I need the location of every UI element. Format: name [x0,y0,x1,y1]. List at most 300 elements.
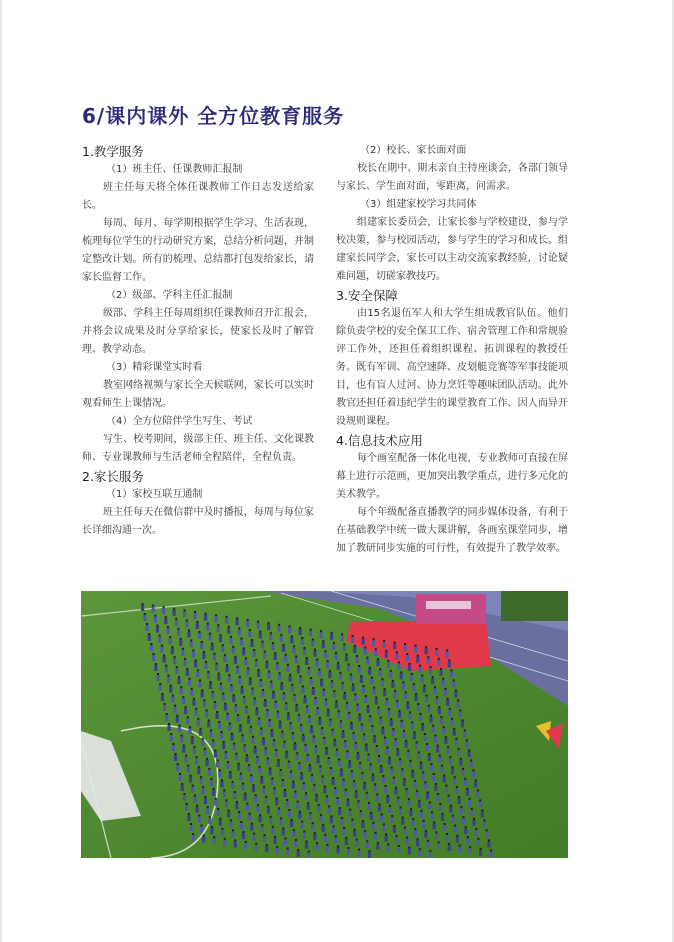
student-figure [204,798,207,804]
student-head [347,750,349,752]
student-figure [306,707,309,713]
student-head [392,728,394,730]
student-head [226,664,228,666]
section-heading: 3.安全保障 [336,288,398,303]
student-head [309,764,311,766]
student-head [251,823,253,825]
student-figure [189,777,192,783]
student-figure [449,807,452,813]
student-head [231,684,233,686]
student-head [220,683,222,685]
student-figure [409,810,412,816]
student-head [359,713,361,715]
student-head [290,771,292,773]
student-figure [234,706,237,712]
student-head [196,805,198,807]
body-paragraph: 班主任每天将全体任课教师工作日志发送给家长。 [82,182,314,211]
student-head [443,726,445,728]
student-figure [372,824,375,830]
student-figure [392,779,395,785]
student-figure [171,648,174,654]
student-figure [419,715,422,721]
student-figure [182,698,185,704]
student-head [154,615,156,617]
student-figure [176,765,179,771]
student-figure [391,817,394,823]
student-figure [437,843,440,849]
student-head [207,671,209,673]
student-head [329,670,331,672]
sub-heading: （1）家校互联互通制 [106,489,203,500]
student-head [376,793,378,795]
student-head [271,729,273,731]
student-head [296,752,298,754]
student-head [255,659,257,661]
student-figure [184,660,187,666]
student-figure [283,743,286,749]
student-figure [399,809,402,815]
student-head [339,807,341,809]
student-figure [370,814,373,820]
student-head [438,841,440,843]
student-figure [219,685,222,691]
student-head [246,754,248,756]
student-figure [229,638,232,644]
student-figure [182,747,185,753]
student-head [250,774,252,776]
student-head [159,683,161,685]
student-head [429,850,431,852]
student-figure [161,695,164,701]
student-figure [215,616,218,622]
section-title: 6/课内课外 全方位教育服务 [82,104,345,128]
student-head [385,785,387,787]
student-figure [429,852,432,858]
student-head [447,698,449,700]
student-head [312,639,314,641]
student-figure [194,661,197,667]
student-head [283,644,285,646]
student-figure [185,805,188,811]
student-head [356,839,358,841]
student-head [445,736,447,738]
student-figure [428,803,431,809]
student-figure [267,808,270,814]
student-head [405,691,407,693]
student-head [192,649,194,651]
student-head [471,808,473,810]
student-figure [294,841,297,847]
student-head [237,666,239,668]
student-head [425,830,427,832]
student-figure [479,850,482,856]
student-figure [274,703,277,709]
student-figure [435,833,438,839]
student-figure [307,853,310,858]
student-head [196,621,198,623]
student-head [256,756,258,758]
student-figure [451,817,454,823]
student-figure [368,852,371,858]
student-head [253,833,255,835]
student-figure [439,805,442,811]
student-figure [206,625,209,631]
student-figure [259,633,262,639]
student-figure [310,679,313,685]
student-head [233,694,235,696]
student-head [347,799,349,801]
student-head [184,658,186,660]
student-figure [347,849,350,855]
student-head [314,649,316,651]
student-head [366,840,368,842]
student-head [201,825,203,827]
student-head [301,772,303,774]
student-head [199,679,201,681]
student-head [297,801,299,803]
student-head [168,675,170,677]
student-figure [374,785,377,791]
student-figure [442,680,445,686]
student-head [341,817,343,819]
student-figure [328,807,331,813]
student-figure [438,708,441,714]
student-head [466,788,468,790]
student-figure [322,691,325,697]
student-head [388,708,390,710]
student-figure [244,795,247,801]
student-head [194,795,196,797]
student-head [450,805,452,807]
student-head [443,775,445,777]
student-figure [246,621,249,627]
student-figure [270,731,273,737]
student-figure [331,682,334,688]
student-figure [362,687,365,693]
student-head [465,826,467,828]
student-head [246,803,248,805]
student-head [304,647,306,649]
student-head [410,760,412,762]
student-head [418,800,420,802]
student-figure [365,794,368,800]
body-paragraph: 由15名退伍军人和大学生组成教官队伍。他们除负责学校的安全保卫工作、宿舍管理工作和常规验评工作外，还担任着组织课程、拓训课程的教授任务。既有军训、高空速降、皮划艇竞赛等军事技能项目，也有盲人过河、协力烹饪等趣味团队活动。此外教官还担任着违纪学生的课堂教育工作、因人而异开设规则课程。 [336,308,568,427]
student-figure [365,745,368,751]
student-figure [242,649,245,655]
student-head [362,637,364,639]
student-figure [324,652,327,658]
student-figure [413,782,416,788]
student-figure [371,727,374,733]
student-figure [233,793,236,799]
student-figure [163,705,166,711]
student-head [407,701,409,703]
student-figure [194,613,197,619]
student-head [186,619,188,621]
student-head [416,790,418,792]
student-head [316,794,318,796]
student-head [404,827,406,829]
student-head [161,693,163,695]
student-figure [325,797,328,803]
student-head [287,712,289,714]
student-figure [358,667,361,673]
student-head [274,652,276,654]
student-figure [273,789,276,795]
student-figure [435,650,438,656]
student-figure [204,615,207,621]
student-head [291,819,293,821]
student-head [434,735,436,737]
student-figure [300,774,303,780]
student-head [380,765,382,767]
student-figure [459,711,462,717]
student-head [391,767,393,769]
student-head [358,849,360,851]
student-figure [292,831,295,837]
student-figure [374,834,377,840]
student-head [381,678,383,680]
student-figure [280,819,283,825]
student-head [458,748,460,750]
student-figure [261,643,264,649]
student-figure [416,657,419,663]
student-figure [341,635,344,641]
student-head [267,806,269,808]
student-head [318,804,320,806]
student-figure [355,841,358,847]
student-figure [226,666,229,672]
student-figure [266,759,269,765]
student-head [405,740,407,742]
student-head [351,770,353,772]
student-head [234,656,236,658]
student-head [204,748,206,750]
student-head [390,670,392,672]
student-head [306,657,308,659]
student-figure [458,798,461,804]
student-figure [360,677,363,683]
student-figure [252,786,255,792]
student-figure [203,750,206,756]
sub-heading: （3）组建家校学习共同体 [360,199,477,210]
student-figure [327,711,330,717]
student-figure [184,708,187,714]
student-figure [297,851,300,857]
student-figure [384,787,387,793]
student-figure [485,831,488,837]
student-figure [439,670,442,676]
student-figure [372,640,375,646]
student-head [227,761,229,763]
student-head [475,828,477,830]
student-figure [284,839,287,845]
student-head [189,726,191,728]
student-figure [160,647,163,653]
student-head [214,701,216,703]
student-figure [318,719,321,725]
student-head [338,710,340,712]
student-head [198,766,200,768]
student-figure [319,816,322,822]
student-head [300,724,302,726]
student-head [286,799,288,801]
student-figure [224,705,227,711]
student-figure [425,648,428,654]
student-figure [238,813,241,819]
student-head [376,745,378,747]
student-figure [402,683,405,689]
student-head [473,769,475,771]
student-figure [227,763,230,769]
student-figure [412,820,415,826]
student-head [176,715,178,717]
student-head [226,616,228,618]
student-figure [228,676,231,682]
student-figure [461,721,464,727]
section-heading: 2.家长服务 [82,469,144,484]
body-paragraph: 级部、学科主任每周组织任课教师召开汇报会，并将会议成果及时分享给家长，使家长及时了解管理、教学动态。 [82,308,314,355]
student-figure [222,743,225,749]
student-figure [450,671,453,677]
student-head [369,850,371,852]
student-head [236,801,238,803]
student-head [407,750,409,752]
student-head [368,802,370,804]
student-head [434,686,436,688]
student-head [363,685,365,687]
student-figure [281,781,284,787]
student-figure [266,711,269,717]
student-figure [398,760,401,766]
student-figure [185,621,188,627]
student-head [464,729,466,731]
student-head [219,769,221,771]
student-head [423,685,425,687]
student-head [429,801,431,803]
student-head [190,775,192,777]
student-head [245,657,247,659]
student-figure [428,755,431,761]
student-figure [423,735,426,741]
student-figure [363,784,366,790]
student-head [394,690,396,692]
student-figure [173,658,176,664]
student-head [165,665,167,667]
student-figure [297,716,300,722]
student-head [283,692,285,694]
student-figure [196,671,199,677]
student-head [305,792,307,794]
student-figure [225,618,228,624]
student-head [452,815,454,817]
student-head [313,784,315,786]
student-figure [296,754,299,760]
student-head [373,638,375,640]
student-figure [460,808,463,814]
student-head [170,685,172,687]
student-head [182,648,184,650]
student-head [394,641,396,643]
student-figure [217,626,220,632]
student-head [380,717,382,719]
student-head [353,732,355,734]
student-head [324,785,326,787]
student-head [393,777,395,779]
student-head [302,685,304,687]
student-figure [233,745,236,751]
student-figure [317,757,320,763]
student-figure [315,844,318,850]
student-head [181,735,183,737]
student-figure [287,714,290,720]
student-head [217,808,219,810]
sub-heading: （2）校长、家长面对面 [360,145,467,156]
student-head [441,765,443,767]
student-head [304,695,306,697]
student-figure [265,846,268,852]
student-figure [334,654,337,660]
student-figure [418,802,421,808]
student-figure [267,624,270,630]
student-figure [436,747,439,753]
student-head [234,791,236,793]
student-figure [459,760,462,766]
student-head [195,659,197,661]
right-text-column [336,142,568,558]
student-head [397,748,399,750]
student-figure [255,661,258,667]
student-head [439,755,441,757]
student-figure [201,691,204,697]
student-figure [448,710,451,716]
student-head [220,634,222,636]
student-head [335,652,337,654]
student-head [234,839,236,841]
student-figure [258,768,261,774]
student-figure [382,777,385,783]
sub-heading: （3）精彩课堂实时看 [106,362,203,373]
student-head [230,636,232,638]
student-head [333,825,335,827]
student-figure [457,750,460,756]
student-figure [268,721,271,727]
student-head [467,836,469,838]
student-figure [385,700,388,706]
student-head [167,626,169,628]
student-figure [311,776,314,782]
student-figure [373,689,376,695]
student-head [275,701,277,703]
student-head [306,705,308,707]
student-figure [312,689,315,695]
student-figure [251,738,254,744]
student-head [436,696,438,698]
student-head [438,658,440,660]
student-figure [239,726,242,732]
student-figure [403,780,406,786]
student-head [215,614,217,616]
student-head [240,773,242,775]
student-head [398,661,400,663]
student-head [189,678,191,680]
student-head [264,699,266,701]
student-head [340,720,342,722]
student-figure [294,793,297,799]
student-head [388,660,390,662]
student-head [453,728,455,730]
student-figure [479,801,482,807]
